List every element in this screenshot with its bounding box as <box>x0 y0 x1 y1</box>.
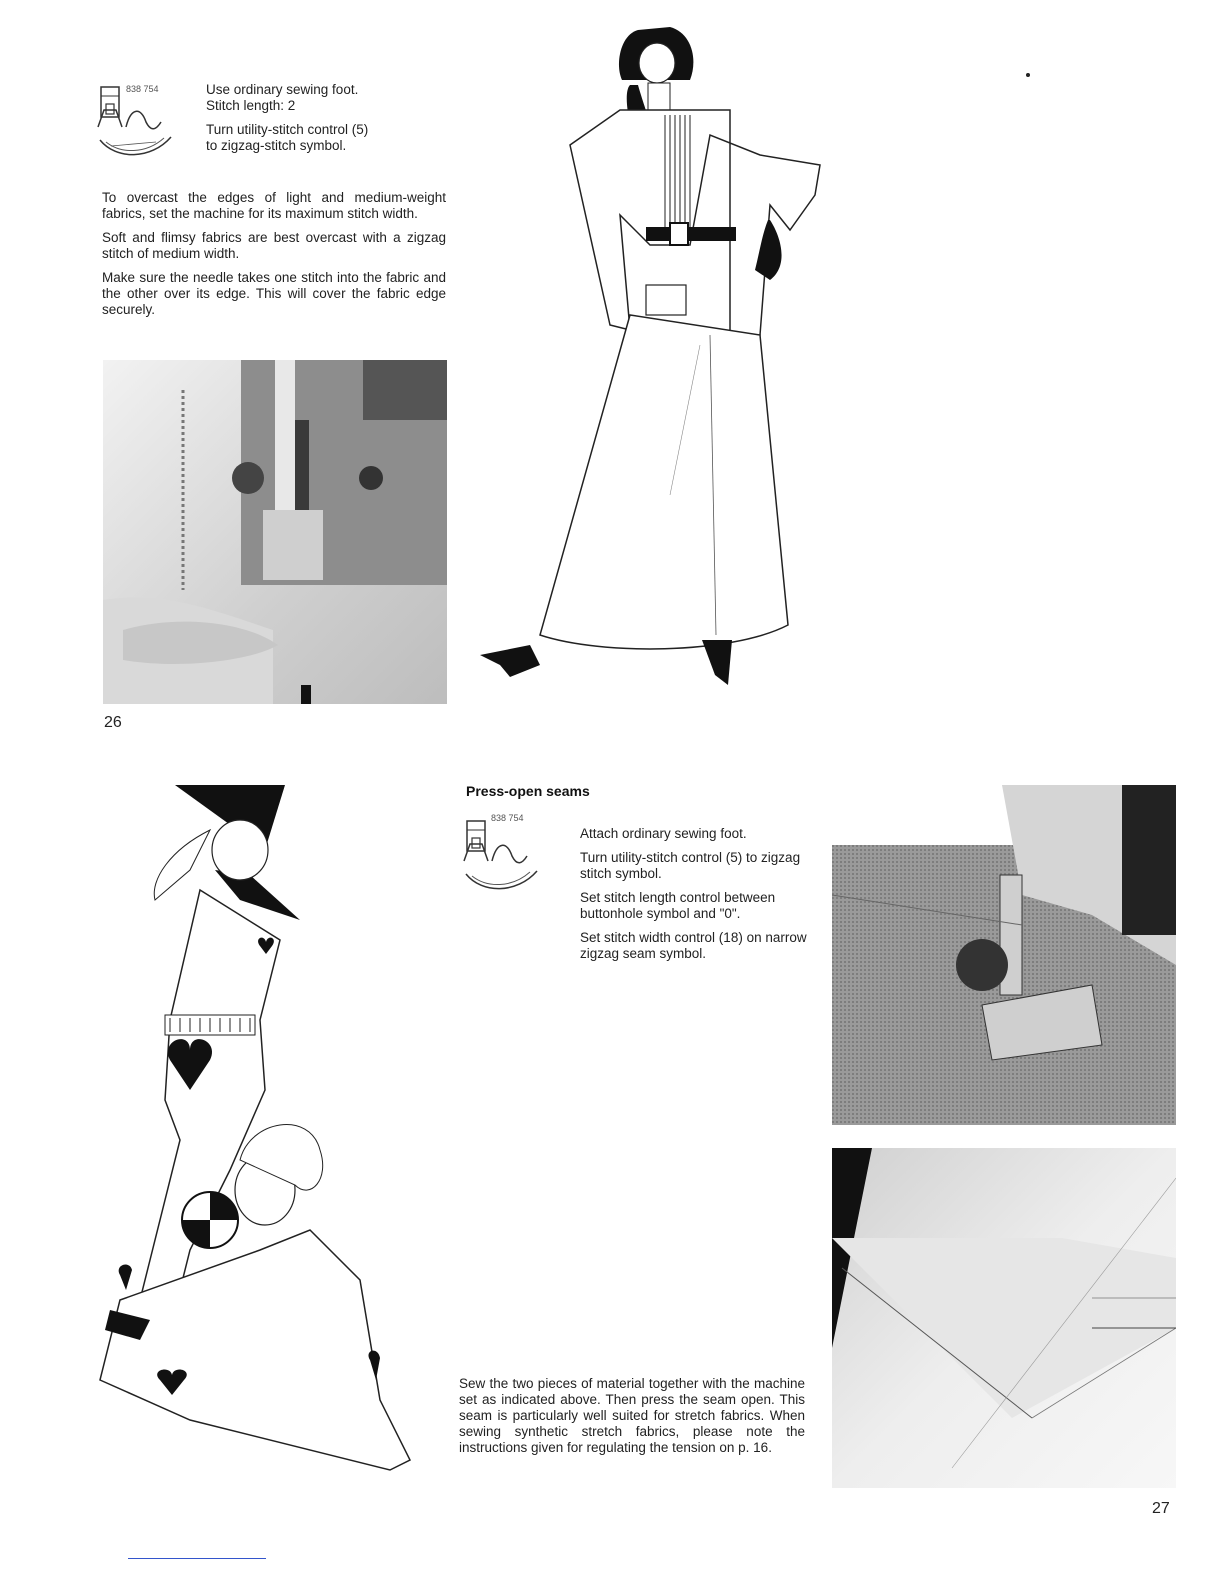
paragraph: Make sure the needle takes one stitch into the fabric and the other over its edge. This will cover the fabric edge securely. <box>102 270 446 317</box>
instruction-line: Attach ordinary sewing foot. <box>580 826 747 841</box>
foot-code-label: 838 754 <box>126 84 159 94</box>
instruction-line: to zigzag-stitch symbol. <box>206 138 347 153</box>
paragraph: To overcast the edges of light and medium-weight fabrics, set the machine for its maximum stitch width. <box>102 190 446 221</box>
page-number: 26 <box>104 714 122 731</box>
divider-line <box>128 1558 266 1559</box>
instruction-line: Set stitch width control (18) on narrow zigzag seam symbol. <box>580 930 807 961</box>
page-number: 27 <box>1152 1500 1170 1517</box>
children-illustration <box>90 780 430 1480</box>
fashion-illustration-woman <box>470 15 830 695</box>
body-text: Sew the two pieces of material together with the machine set as indicated above. Then press the seam open. This seam is particularly well suited for stretch fabrics. When sewing synthetic stretch fabrics, please note the instructions given for regulating the tension on p. 16. <box>459 1376 805 1455</box>
instruction-line: Turn utility-stitch control (5) to zigzag stitch symbol. <box>580 850 801 881</box>
foot-code-label: 838 754 <box>491 813 524 823</box>
sewing-foot-icon <box>96 82 186 162</box>
instruction-line: Use ordinary sewing foot. <box>206 82 359 97</box>
instructions-block <box>206 82 436 154</box>
instructions-block <box>580 826 810 962</box>
overcast-stitch-photo <box>103 360 447 704</box>
presser-foot-photo <box>832 785 1176 1125</box>
section-heading: Press-open seams <box>466 783 590 799</box>
paragraph: Soft and flimsy fabrics are best overcast with a zigzag stitch of medium width. <box>102 230 446 261</box>
pressed-seam-photo <box>832 1148 1176 1488</box>
body-text <box>102 190 446 318</box>
instruction-line: Set stitch length control between buttonhole symbol and "0". <box>580 890 776 921</box>
speck <box>1026 73 1030 77</box>
instruction-line: Stitch length: 2 <box>206 98 296 113</box>
instruction-line: Turn utility-stitch control (5) <box>206 122 369 137</box>
sewing-foot-icon <box>462 816 552 896</box>
